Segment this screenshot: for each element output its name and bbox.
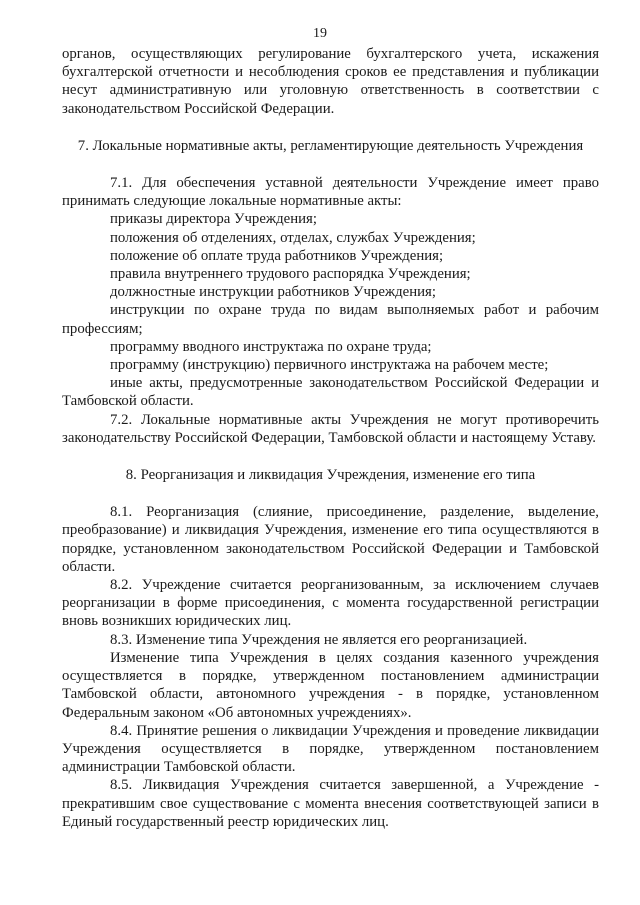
paragraph-8-1: 8.1. Реорганизация (слияние, присоединение, разделение, выделение, преобразование) и ликвидация Учреждения, изменение его типа осуществляются в порядке, установленном законодательством Российской Федерации и Тамбовской области.: [62, 504, 599, 575]
list-item: программу (инструкцию) первичного инструктажа на рабочем месте;: [110, 357, 549, 374]
list-item: приказы директора Учреждения;: [110, 211, 317, 228]
document-body: [62, 45, 599, 831]
paragraph-7-2: 7.2. Локальные нормативные акты Учреждения не могут противоречить законодательству Российской Федерации, Тамбовской области и настоящему Уставу.: [62, 411, 599, 446]
paragraph-8-5: 8.5. Ликвидация Учреждения считается завершенной, а Учреждение - прекратившим свое существование с момента внесения соответствующей записи в Единый государственный реестр юридических лиц.: [62, 777, 599, 830]
paragraph-8-3: 8.3. Изменение типа Учреждения не является его реорганизацией.: [110, 631, 528, 648]
page-number: 19: [313, 26, 327, 41]
paragraph-8-4: 8.4. Принятие решения о ликвидации Учреждения и проведение ликвидации Учреждения осуществляется в порядке, утвержденном постановлением администрации Тамбовской области.: [62, 722, 599, 776]
list-item: инструкции по охране труда по видам выполняемых работ и рабочим профессиям;: [62, 302, 599, 337]
intro-paragraph: органов, осуществляющих регулирование бухгалтерского учета, искажения бухгалтерской отчетности и несоблюдения сроков ее представления и публикации несут административную или уголовную ответственность в соответствии с законодательством Российской Федерации.: [62, 46, 599, 117]
paragraph-7-1: 7.1. Для обеспечения уставной деятельности Учреждение имеет право принимать следующие локальные нормативные акты:: [62, 175, 599, 210]
list-item: иные акты, предусмотренные законодательством Российской Федерации и Тамбовской области.: [62, 375, 599, 410]
list-item: должностные инструкции работников Учреждения;: [110, 284, 436, 301]
list-item: программу вводного инструктажа по охране труда;: [110, 338, 432, 355]
list-item: положения об отделениях, отделах, службах Учреждения;: [110, 229, 476, 246]
paragraph-8-3-b: Изменение типа Учреждения в целях создания казенного учреждения осуществляется в порядке, утвержденном постановлением администрации Тамбовской области, автономного учреждения - в порядке, установленном Федеральным законом «Об автономных учреждениях».: [62, 649, 599, 721]
list-item: правила внутреннего трудового распорядка Учреждения;: [110, 266, 471, 283]
paragraph-8-2: 8.2. Учреждение считается реорганизованным, за исключением случаев реорганизации в форме присоединения, с момента государственной регистрации вновь возникших юридических лиц.: [62, 577, 599, 630]
list-item: положение об оплате труда работников Учреждения;: [110, 247, 444, 264]
section-8-heading: 8. Реорганизация и ликвидация Учреждения, изменение его типа: [125, 467, 536, 484]
section-7-heading: 7. Локальные нормативные акты, регламентирующие деятельность Учреждения: [77, 137, 584, 154]
